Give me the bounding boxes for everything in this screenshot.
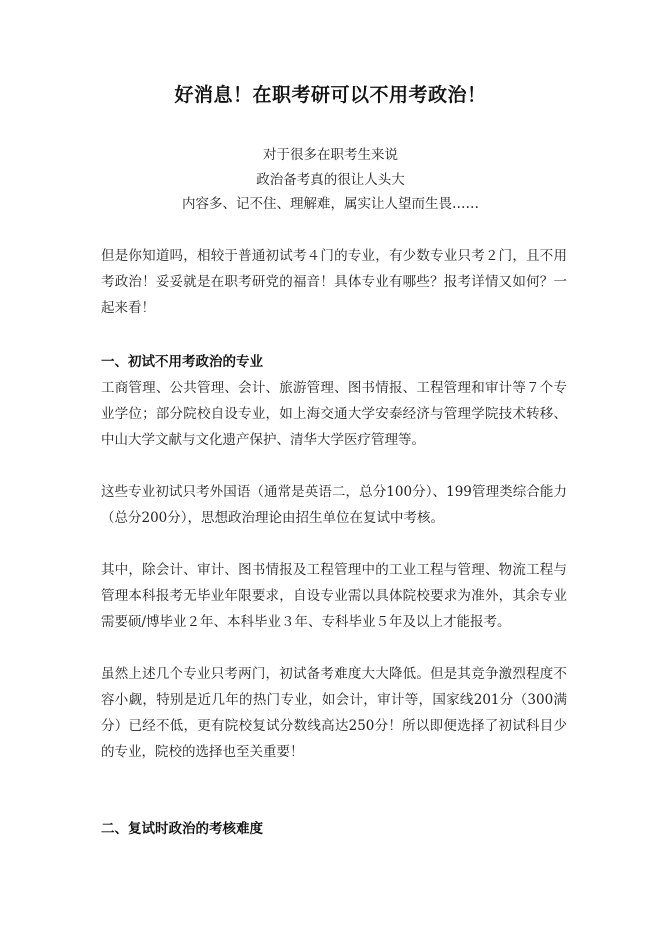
intro-line: 内容多、记不住、理解难，属实让人望而生畏…… [182, 196, 479, 212]
paragraph: 这些专业初试只考外国语（通常是英语二，总分100分）、199管理类综合能力（总分200分），思想政治理论由招生单位在复试中考核。 [101, 484, 567, 526]
section-heading: 一、初试不用考政治的专业 [101, 354, 263, 370]
intro-block [0, 143, 661, 217]
paragraph: 其中，除会计、审计、图书情报及工程管理中的工业工程与管理、物流工程与管理本科报考无毕业年限要求，自设专业需以具体院校要求为准外，其余专业需要硕/博毕业２年、本科毕业３年、专科毕业５年及以上才能报考。 [101, 562, 567, 630]
intro-line: 对于很多在职考生来说 [263, 147, 398, 163]
section-heading: 二、复试时政治的考核难度 [101, 821, 263, 837]
paragraph: 工商管理、公共管理、会计、旅游管理、图书情报、工程管理和审计等７个专业学位；部分院校自设专业，如上海交通大学安泰经济与管理学院技术转移、中山大学文献与文化遗产保护、清华大学医疗管理等。 [101, 380, 567, 448]
paragraph: 但是你知道吗，相较于普通初试考４门的专业，有少数专业只考２门，且不用考政治！妥妥就是在职考研党的福音！具体专业有哪些？报考详情又如何？一起来看！ [101, 248, 567, 316]
page-title: 好消息！在职考研可以不用考政治！ [174, 84, 487, 106]
intro-line: 政治备考真的很让人头大 [256, 171, 405, 188]
paragraph: 虽然上述几个专业只考两门，初试备考难度大大降低。但是其竞争激烈程度不容小觑，特别是近几年的热门专业，如会计，审计等，国家线201分（300满分）已经不低，更有院校复试分数线高达250分！所以即便选择了初试科目少的专业，院校的选择也至关重要！ [101, 666, 567, 760]
